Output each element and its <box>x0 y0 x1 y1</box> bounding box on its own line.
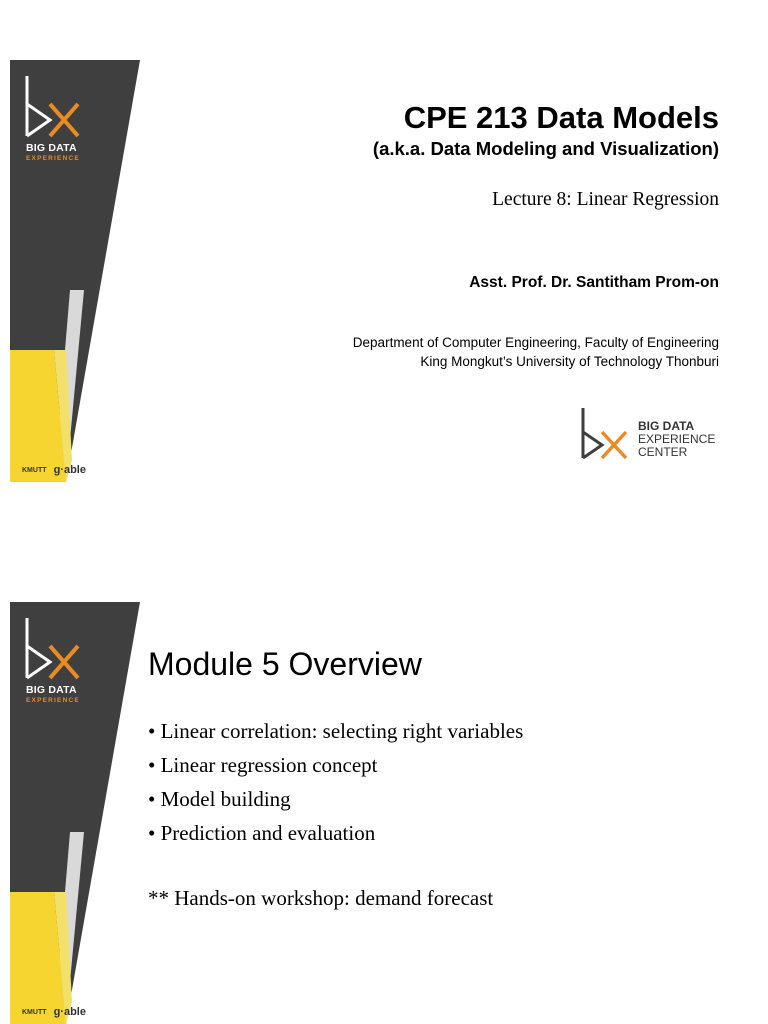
side-logo-text <box>26 684 80 704</box>
side-logo-line2: EXPERIENCE <box>26 155 80 162</box>
footer-logos <box>22 1006 86 1018</box>
center-logo-text <box>638 420 715 459</box>
title-slide <box>0 60 768 482</box>
university: King Mongkut’s University of Technology Thonburi <box>420 354 719 369</box>
center-logo-line3: CENTER <box>638 445 688 459</box>
gable-logo: g·able <box>53 1006 86 1018</box>
bx-logo-icon <box>24 616 84 682</box>
center-logo-line1: BIG DATA <box>638 419 695 433</box>
list-item: • Linear correlation: selecting right variables <box>148 719 524 743</box>
course-title: CPE 213 Data Models <box>403 100 719 135</box>
kmutt-logo: KMUTT <box>22 466 47 474</box>
side-logo-line2: EXPERIENCE <box>26 697 80 704</box>
big-data-center-logo <box>580 406 730 462</box>
footer-logos <box>22 464 86 476</box>
lecture-title: Lecture 8: Linear Regression <box>492 189 719 210</box>
author-name: Asst. Prof. Dr. Santitham Prom-on <box>469 274 719 291</box>
workshop-note: ** Hands-on workshop: demand forecast <box>148 886 494 910</box>
side-logo-text <box>26 142 80 162</box>
module-title: Module 5 Overview <box>148 646 422 682</box>
kmutt-logo: KMUTT <box>22 1008 47 1016</box>
gable-logo: g·able <box>53 464 86 476</box>
course-subtitle: (a.k.a. Data Modeling and Visualization) <box>372 138 719 159</box>
overview-slide <box>0 602 768 1024</box>
department: Department of Computer Engineering, Faculty of Engineering <box>352 335 719 350</box>
side-logo-line1: BIG DATA <box>26 142 77 154</box>
bx-logo-icon <box>24 74 84 140</box>
center-logo-line2: EXPERIENCE <box>638 432 716 446</box>
side-logo-line1: BIG DATA <box>26 684 77 696</box>
list-item: • Prediction and evaluation <box>148 821 376 845</box>
bx-center-icon <box>580 406 632 462</box>
list-item: • Model building <box>148 787 291 811</box>
list-item: • Linear regression concept <box>148 753 378 777</box>
overview-bullets <box>148 714 523 850</box>
affiliation <box>353 333 719 371</box>
